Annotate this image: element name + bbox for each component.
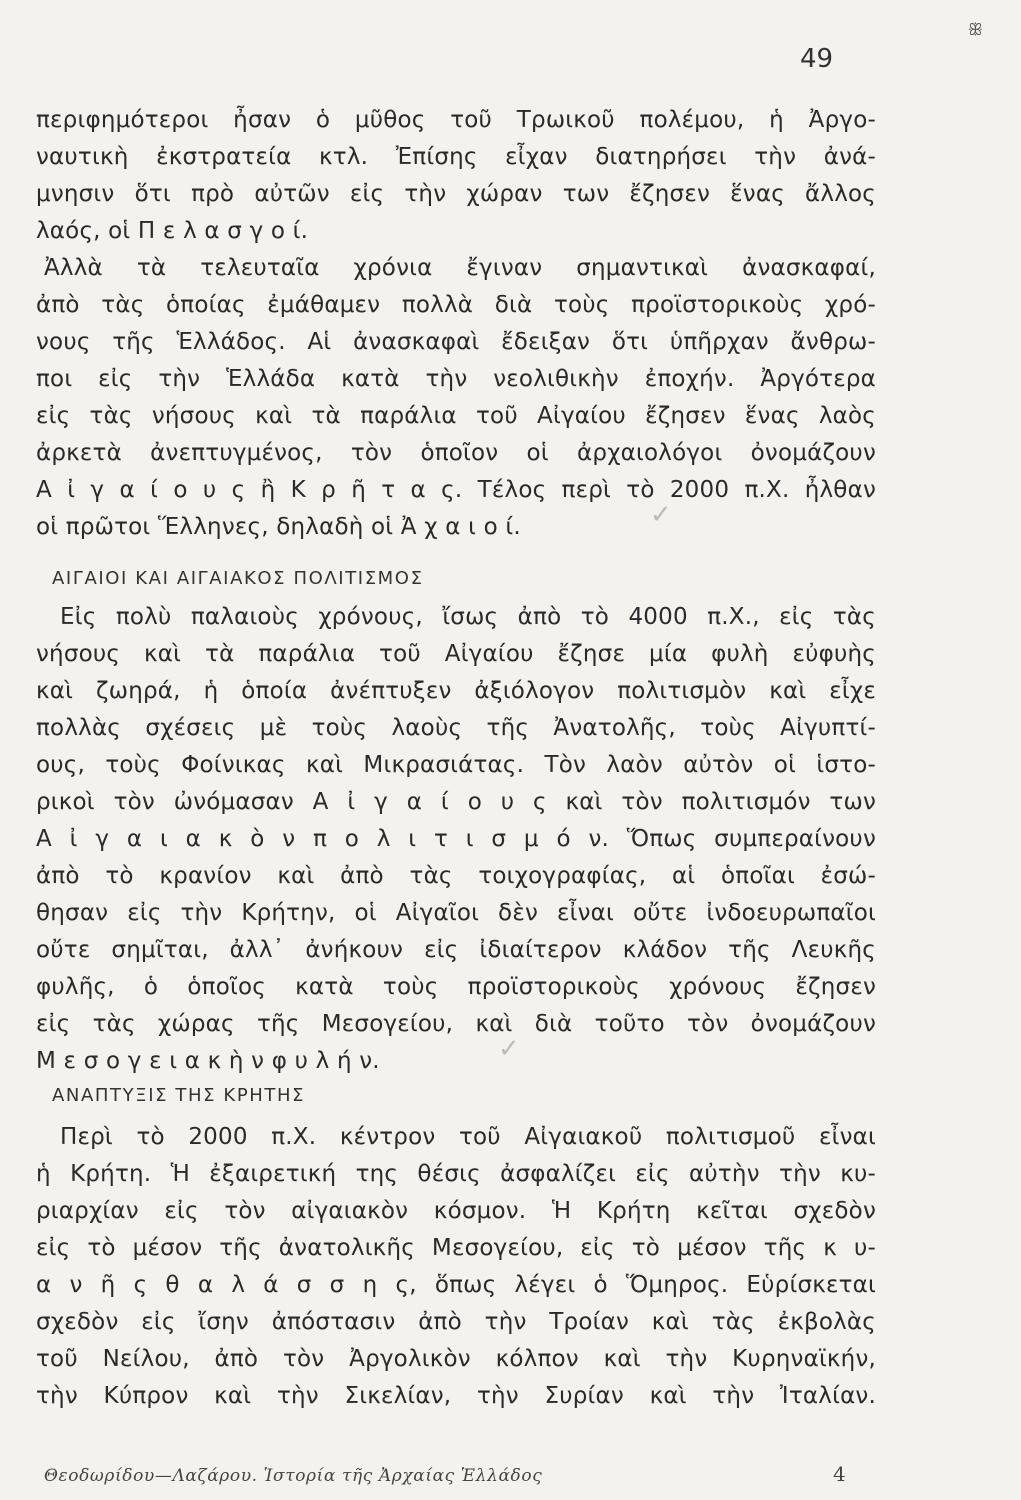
text-line: ρικοὶ τὸν ὠνόμασαν Α ἰ γ α ί ο υ ς καὶ τὸν πολιτισμόν των: [36, 789, 876, 815]
text-line: πολλὰς σχέσεις μὲ τοὺς λαοὺς τῆς Ἀνατολῆς, τοὺς Αἰγυπτί-: [36, 715, 876, 741]
text-line: ποι εἰς τὴν Ἑλλάδα κατὰ τὴν νεολιθικὴν ἐποχήν. Ἀργότερα: [36, 366, 876, 392]
text-line: θησαν εἰς τὴν Κρήτην, οἱ Αἰγαῖοι δὲν εἶναι οὔτε ἰνδοευρωπαῖοι: [36, 900, 876, 926]
text-line: ἡ Κρήτη. Ἡ ἐξαιρετική της θέσις ἀσφαλίζει εἰς αὐτὴν τὴν κυ-: [36, 1161, 876, 1187]
text-line: καὶ ζωηρά, ἡ ὁποία ἀνέπτυξεν ἀξιόλογον πολιτισμὸν καὶ εἶχε: [36, 678, 876, 704]
pencil-check-mark: ✓: [650, 500, 672, 530]
text-line: ἀρκετὰ ἀνεπτυγμένος, τὸν ὁποῖον οἱ ἀρχαιολόγοι ὀνομάζουν: [36, 440, 876, 466]
section-heading: ΑΝΑΠΤΥΞΙΣ ΤΗΣ ΚΡΗΤΗΣ: [52, 1085, 306, 1106]
text-line: Μ ε σ ο γ ε ι α κ ὴ ν φ υ λ ή ν.: [36, 1048, 380, 1074]
section-heading: ΑΙΓΑΙΟΙ ΚΑΙ ΑΙΓΑΙΑΚΟΣ ΠΟΛΙΤΙΣΜΟΣ: [52, 568, 424, 589]
text-line: ριαρχίαν εἰς τὸν αἰγαιακὸν κόσμον. Ἡ Κρήτη κεῖται σχεδὸν: [36, 1198, 876, 1224]
text-line: σχεδὸν εἰς ἴσην ἀπόστασιν ἀπὸ τὴν Τροίαν καὶ τὰς ἐκβολὰς: [36, 1309, 876, 1335]
text-line: ναυτικὴ ἐκστρατεία κτλ. Ἐπίσης εἶχαν διατηρήσει τὴν ἀνά-: [36, 144, 876, 170]
text-line: ἀπὸ τὸ κρανίον καὶ ἀπὸ τὰς τοιχογραφίας, αἱ ὁποῖαι ἐσώ-: [36, 863, 876, 889]
text-line: ους, τοὺς Φοίνικας καὶ Μικρασιάτας. Τὸν λαὸν αὐτὸν οἱ ἱστο-: [36, 752, 876, 778]
text-line: φυλῆς, ὁ ὁποῖος κατὰ τοὺς προϊστορικοὺς χρόνους ἔζησεν: [36, 974, 876, 1000]
text-line: Εἰς πολὺ παλαιοὺς χρόνους, ἴσως ἀπὸ τὸ 4000 π.Χ., εἰς τὰς: [60, 604, 876, 630]
text-line: νους τῆς Ἑλλάδος. Αἱ ἀνασκαφαὶ ἔδειξαν ὅτι ὑπῆρχαν ἄνθρω-: [36, 329, 876, 355]
text-line: νήσους καὶ τὰ παράλια τοῦ Αἰγαίου ἔζησε μία φυλὴ εὐφυὴς: [36, 641, 876, 667]
text-line: περιφημότεροι ἦσαν ὁ μῦθος τοῦ Τρωικοῦ πολέμου, ἡ Ἀργο-: [36, 107, 876, 133]
text-line: οὔτε σημῖται, ἀλλ᾽ ἀνήκουν εἰς ἰδιαίτερον κλάδον τῆς Λευκῆς: [36, 937, 876, 963]
text-line: τὴν Κύπρον καὶ τὴν Σικελίαν, τὴν Συρίαν καὶ τὴν Ἰταλίαν.: [36, 1383, 876, 1409]
text-line: εἰς τὰς νήσους καὶ τὰ παράλια τοῦ Αἰγαίου ἔζησεν ἕνας λαὸς: [36, 403, 876, 429]
corner-mark: ꕥ: [968, 20, 983, 39]
text-line: Α ἰ γ α ι α κ ὸ ν π ο λ ι τ ι σ μ ό ν. Ὅπως συμπεραίνουν: [36, 826, 876, 852]
text-line: μνησιν ὅτι πρὸ αὐτῶν εἰς τὴν χώραν των ἔζησεν ἕνας ἄλλος: [36, 181, 876, 207]
footer-sheet-number: 4: [833, 1462, 846, 1486]
text-line: τοῦ Νείλου, ἀπὸ τὸν Ἀργολικὸν κόλπον καὶ τὴν Κυρηναϊκήν,: [36, 1346, 876, 1372]
page-number: 49: [800, 44, 834, 74]
text-line: α ν ῆ ς θ α λ ά σ σ η ς, ὅπως λέγει ὁ Ὅμηρος. Εὑρίσκεται: [36, 1272, 876, 1298]
text-line: Περὶ τὸ 2000 π.Χ. κέντρον τοῦ Αἰγαιακοῦ πολιτισμοῦ εἶναι: [60, 1124, 876, 1150]
text-line: οἱ πρῶτοι Ἕλληνες, δηλαδὴ οἱ Ἀ χ α ι ο ί.: [36, 514, 521, 540]
text-line: ἀπὸ τὰς ὁποίας ἐμάθαμεν πολλὰ διὰ τοὺς προϊστορικοὺς χρό-: [36, 292, 876, 318]
text-line: εἰς τὰς χώρας τῆς Μεσογείου, καὶ διὰ τοῦτο τὸν ὀνομάζουν: [36, 1011, 876, 1037]
pencil-check-mark: ✓: [498, 1034, 520, 1064]
footer-signature: Θεοδωρίδου—Λαζάρου. Ἱστορία τῆς Ἀρχαίας Ἑλλάδος: [44, 1466, 543, 1486]
text-line: Α ἰ γ α ί ο υ ς ἢ Κ ρ ῆ τ α ς. Τέλος περὶ τὸ 2000 π.Χ. ἦλθαν: [36, 477, 876, 503]
text-line: λαός, οἱ Π ε λ α σ γ ο ί.: [36, 218, 309, 244]
text-line: Ἀλλὰ τὰ τελευταῖα χρόνια ἔγιναν σημαντικαὶ ἀνασκαφαί,: [44, 255, 876, 281]
text-line: εἰς τὸ μέσον τῆς ἀνατολικῆς Μεσογείου, εἰς τὸ μέσον τῆς κ υ-: [36, 1235, 876, 1261]
